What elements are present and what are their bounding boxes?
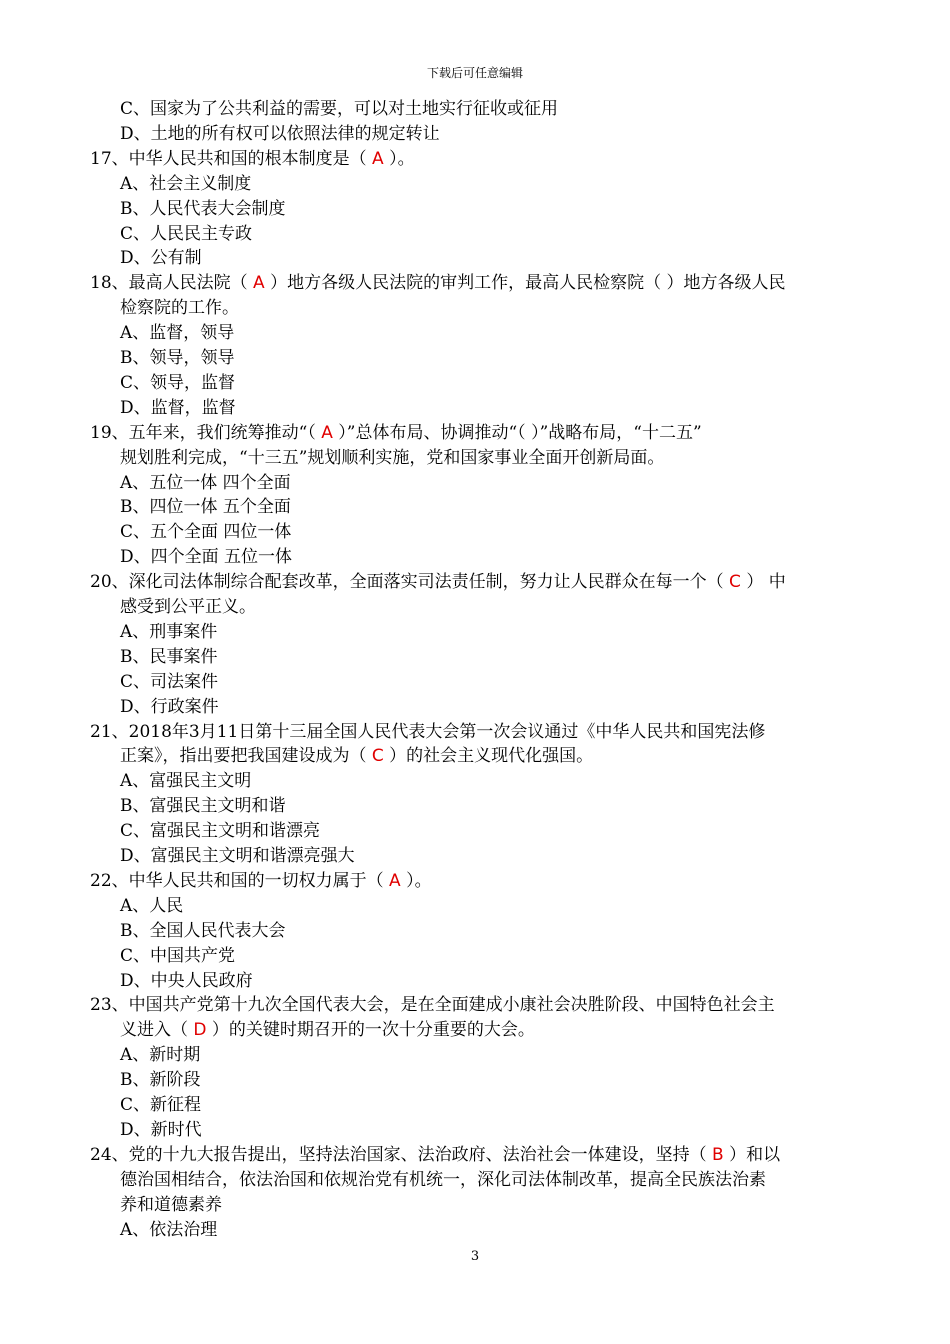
text-run: 养和道德素养: [120, 1194, 222, 1215]
text-run: 22、中华人民共和国的一切权力属于（: [90, 870, 390, 891]
answer-option: [120, 321, 234, 345]
answer-option: [120, 1068, 201, 1092]
text-run: D、行政案件: [120, 696, 219, 717]
answer-key: A: [321, 422, 333, 443]
answer-option: [120, 1043, 200, 1067]
text-run: D、四个全面 五位一体: [120, 547, 293, 568]
text-run: C、司法案件: [120, 671, 219, 692]
text-run: B、领导，领导: [120, 348, 235, 368]
answer-key: B: [712, 1144, 724, 1165]
text-run: A、五位一体 四个全面: [120, 472, 291, 493]
text-run: C、五个全面 四位一体: [120, 522, 292, 543]
text-run: D、中央人民政府: [120, 970, 253, 991]
answer-key: A: [253, 273, 265, 294]
answer-option: [120, 695, 219, 719]
answer-option: [120, 222, 252, 246]
text-run: B、四位一体 五个全面: [120, 497, 291, 518]
answer-option: [120, 346, 235, 370]
answer-option: [120, 246, 202, 270]
text-run: ）的社会主义现代化强国。: [383, 746, 594, 767]
answer-key: A: [372, 148, 384, 169]
answer-option: [120, 769, 251, 793]
answer-option: [120, 520, 291, 544]
text-run: 18、最高人民法院（: [90, 273, 254, 294]
text-run: ）和以: [723, 1144, 781, 1165]
text-run: B、民事案件: [120, 646, 218, 667]
answer-option: [120, 1093, 201, 1117]
answer-option: [120, 919, 286, 943]
text-run: ）”总体布局、协调推动“（ ）”战略布局，“十二五”: [332, 422, 702, 443]
answer-option: [120, 97, 558, 121]
question-text: [90, 271, 786, 295]
text-run: ） 中: [740, 572, 786, 593]
text-run: 规划胜利完成，“十三五”规划顺利实施，党和国家事业全面开创新局面。: [120, 447, 665, 468]
text-run: C、中国共产党: [120, 945, 236, 966]
page-header: 下载后可任意编辑: [426, 66, 523, 80]
question-text: [90, 869, 432, 893]
text-run: 17、中华人民共和国的根本制度是（: [90, 148, 373, 169]
question-continuation: [120, 1018, 535, 1042]
answer-option: [120, 620, 217, 644]
answer-option: [120, 471, 291, 495]
text-run: 20、深化司法体制综合配套改革，全面落实司法责任制，努力让人民群众在每一个（: [90, 572, 730, 593]
question-text: [90, 570, 786, 594]
answer-option: [120, 844, 355, 868]
question-text: [90, 147, 415, 171]
text-run: ）。: [383, 148, 415, 169]
text-run: B、人民代表大会制度: [120, 198, 286, 219]
text-run: A、新时期: [120, 1045, 201, 1066]
answer-option: [120, 894, 183, 918]
question-continuation: [120, 1193, 222, 1217]
answer-option: [120, 172, 251, 196]
text-run: D、公有制: [120, 248, 202, 269]
text-run: 24、党的十九大报告提出，坚持法治国家、法治政府、法治社会一体建设，坚持（: [90, 1144, 713, 1165]
answer-option: [120, 794, 286, 818]
answer-option: [120, 1118, 202, 1142]
text-run: A、刑事案件: [120, 621, 218, 642]
text-run: ）的关键时期召开的一次十分重要的大会。: [206, 1020, 535, 1041]
answer-option: [120, 969, 253, 993]
answer-key: C: [371, 746, 384, 767]
text-run: ）地方各级人民法院的审判工作，最高人民检察院（ ）地方各级人民: [264, 273, 786, 294]
answer-option: [120, 371, 235, 395]
answer-key: C: [729, 572, 741, 593]
answer-option: [120, 495, 291, 519]
text-run: A、社会主义制度: [120, 173, 252, 194]
text-run: B、全国人民代表大会: [120, 920, 286, 941]
text-run: D、富强民主文明和谐漂亮强大: [120, 846, 355, 866]
text-run: 正案》，指出要把我国建设成为（: [120, 746, 372, 767]
text-run: C、国家为了公共利益的需要，可以对土地实行征收或征用: [120, 99, 559, 119]
page-number: 3: [470, 1249, 480, 1264]
question-text: [90, 720, 765, 744]
text-run: A、富强民主文明: [120, 771, 252, 792]
text-run: 19、五年来，我们统筹推动“（: [90, 422, 322, 443]
question-continuation: [120, 446, 664, 470]
text-run: 德治国相结合，依法治国和依规治党有机统一，深化司法体制改革，提高全民族法治素: [120, 1169, 766, 1190]
text-run: C、领导，监督: [120, 372, 236, 393]
answer-option: [120, 1218, 217, 1242]
answer-key: A: [389, 870, 401, 891]
text-run: 21、2018年3月11日第十三届全国人民代表大会第一次会议通过《中华人民共和国宪法修: [90, 721, 766, 742]
question-text: [90, 1143, 780, 1167]
text-run: 检察院的工作。: [120, 298, 239, 319]
text-run: 义进入（: [120, 1020, 194, 1041]
question-continuation: [120, 296, 239, 320]
answer-option: [120, 545, 292, 569]
text-run: 感受到公平正义。: [120, 597, 256, 617]
text-run: C、人民民主专政: [120, 223, 253, 244]
question-continuation: [120, 595, 256, 619]
question-continuation: [120, 1168, 766, 1192]
answer-option: [120, 670, 218, 694]
answer-key: D: [193, 1020, 207, 1041]
text-run: 23、中国共产党第十九次全国代表大会，是在全面建成小康社会决胜阶段、中国特色社会主: [90, 995, 775, 1016]
answer-option: [120, 197, 286, 221]
text-run: A、依法治理: [120, 1219, 218, 1240]
text-run: B、新阶段: [120, 1070, 201, 1091]
text-run: D、土地的所有权可以依照法律的规定转让: [120, 123, 440, 144]
question-text: [90, 421, 702, 445]
answer-option: [120, 645, 218, 669]
text-run: A、人民: [120, 895, 184, 916]
text-run: D、新时代: [120, 1119, 202, 1140]
text-run: C、新征程: [120, 1095, 202, 1115]
text-run: C、富强民主文明和谐漂亮: [120, 821, 321, 842]
question-text: [90, 993, 775, 1017]
answer-option: [120, 122, 440, 146]
text-run: D、监督，监督: [120, 397, 236, 418]
text-run: ）。: [400, 870, 432, 891]
text-run: B、富强民主文明和谐: [120, 796, 286, 817]
answer-option: [120, 396, 236, 420]
answer-option: [120, 819, 320, 843]
text-run: A、监督，领导: [120, 323, 235, 344]
question-continuation: [120, 744, 593, 768]
answer-option: [120, 944, 235, 968]
